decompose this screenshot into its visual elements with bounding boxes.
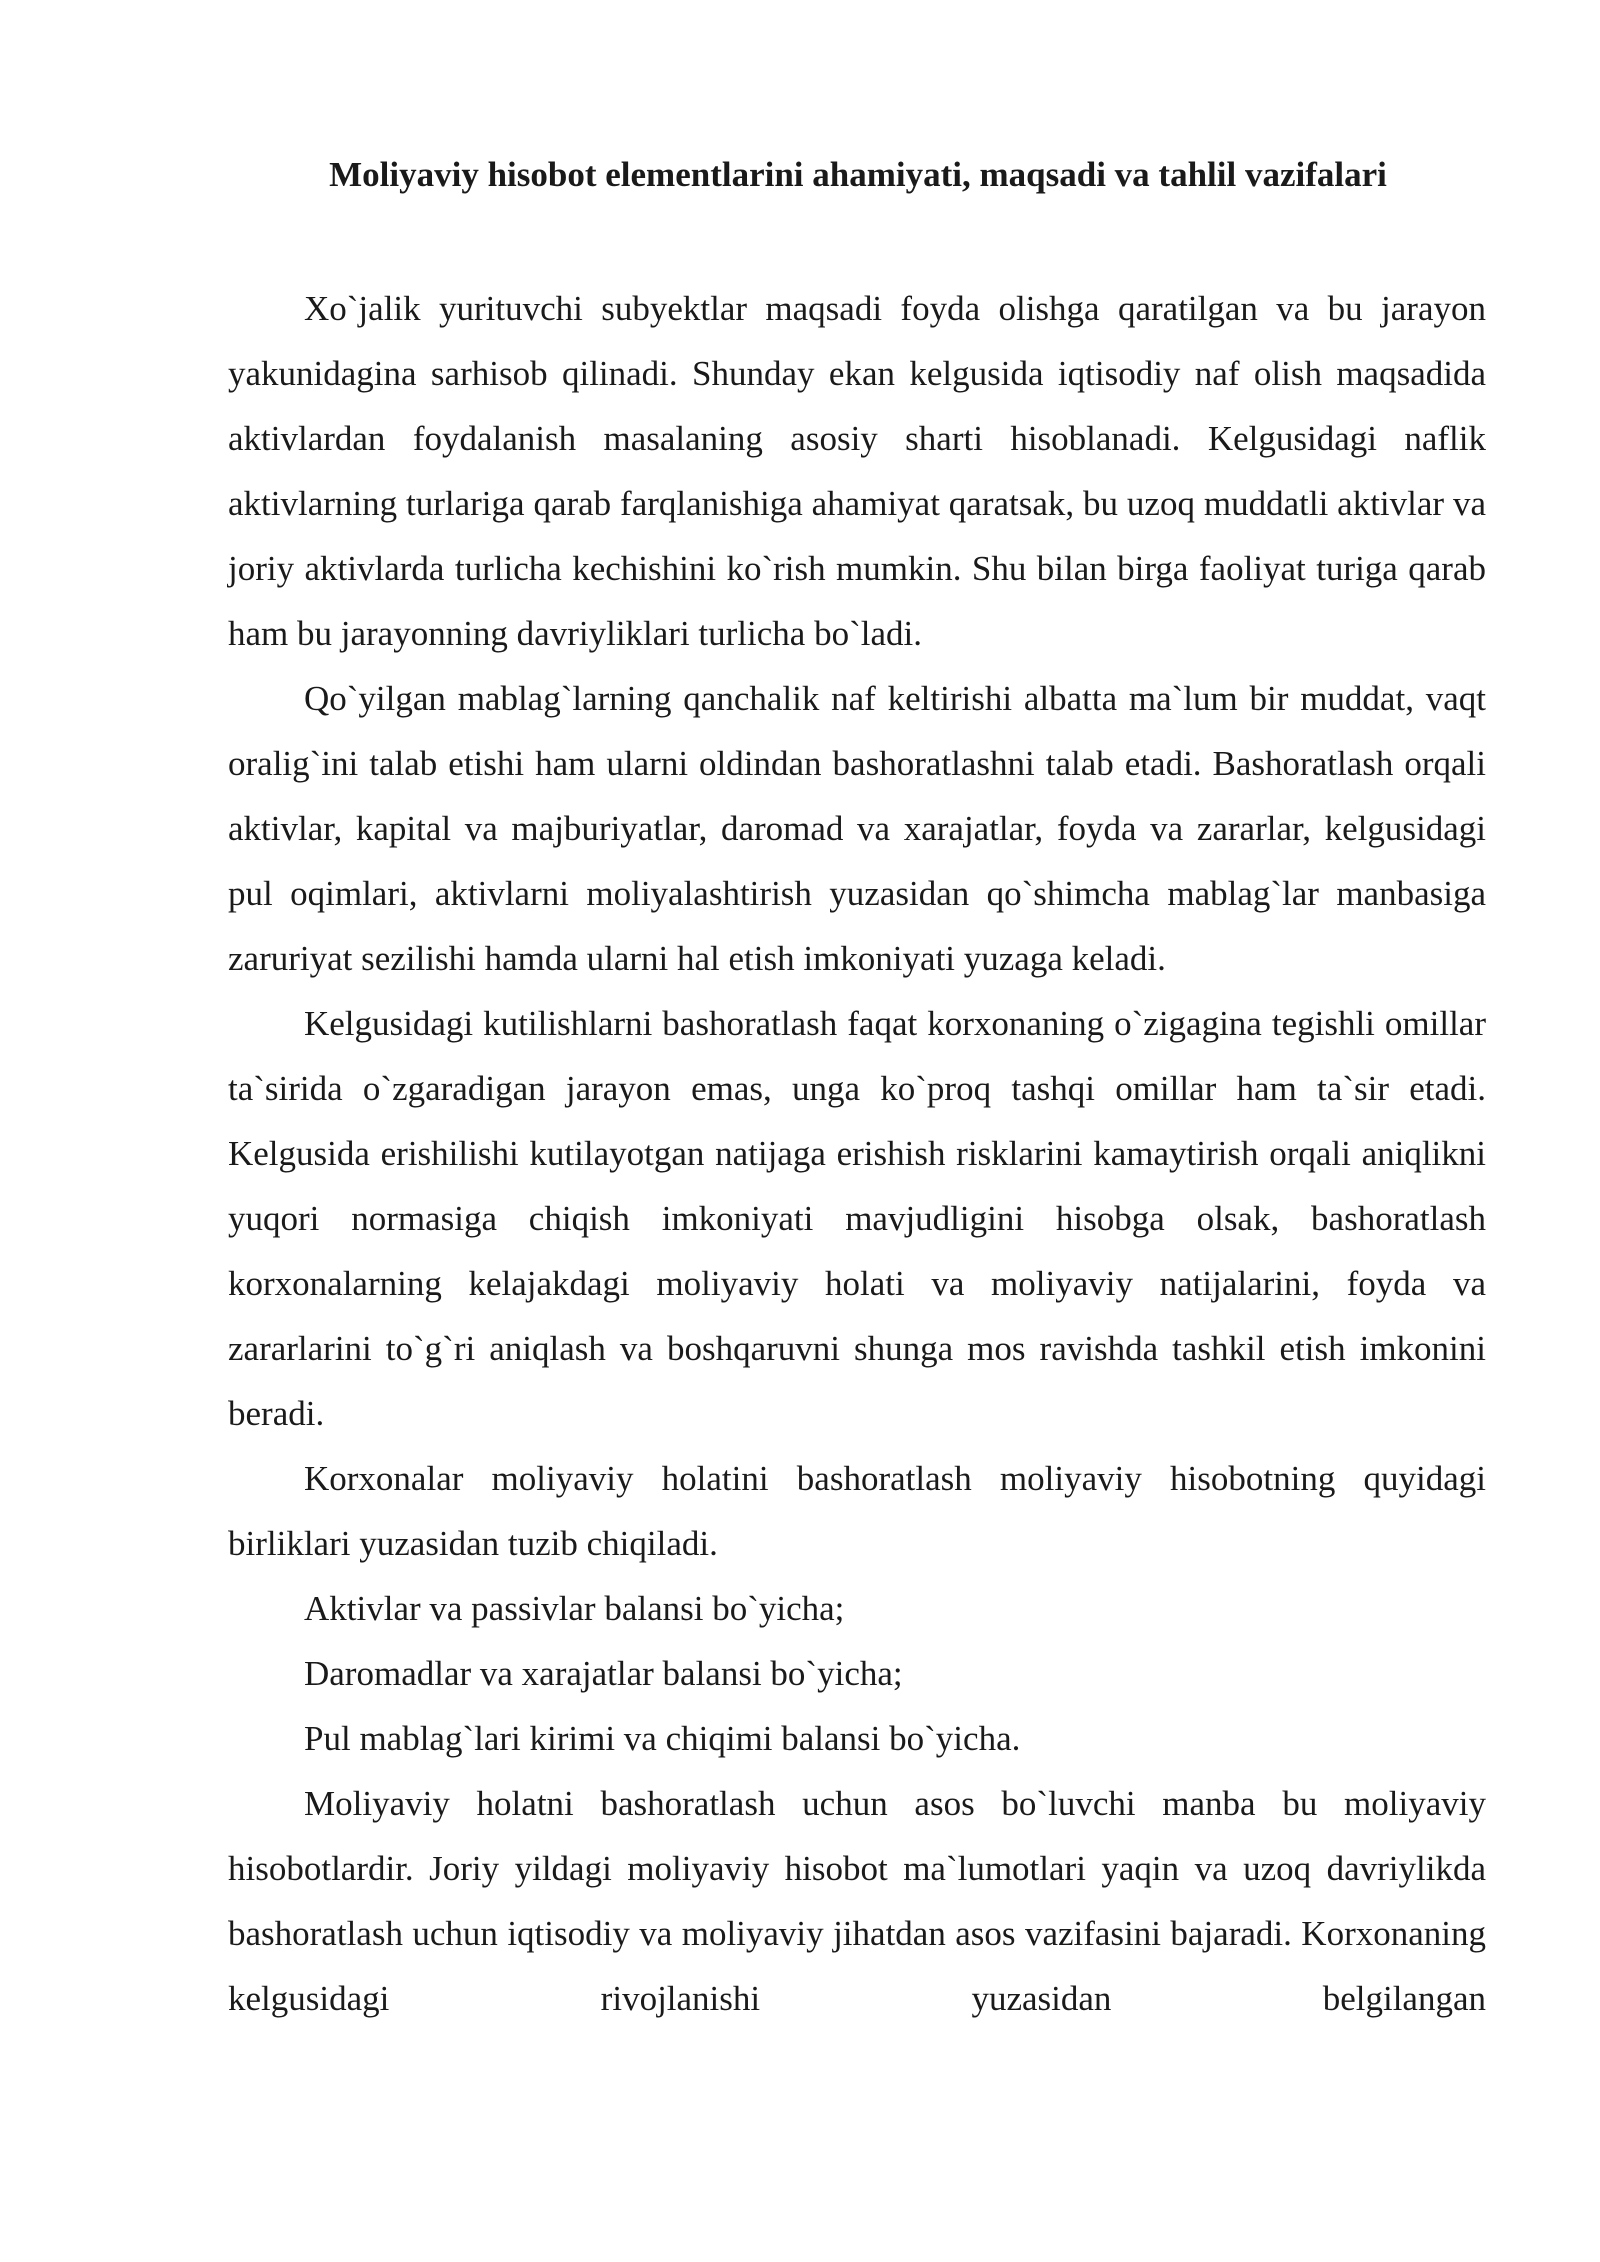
list-item-assets-liabilities: Aktivlar va passivlar balansi bo`yicha; (304, 1589, 845, 1628)
list-item-income-expenses: Daromadlar va xarajatlar balansi bo`yicha; (304, 1654, 903, 1693)
document-body (228, 276, 1486, 2031)
document-title: Moliyaviy hisobot elementlarini ahamiyati, maqsadi va tahlil vazifalari (329, 155, 1387, 194)
paragraph-forecasting: Kelgusidagi kutilishlarni bashoratlash faqat korxonaning o`zigagina tegishli omillar ta`sirida o`zgaradigan jarayon emas, unga ko`proq tashqi omillar ham ta`sir etadi. Kelgusida erishilishi kutilayotgan natijaga erishish risklarini kamaytirish orqali aniqlikni yuqori normasiga chiqish imkoniyati mavjudligini hisobga olsak, bashoratlash korxonalarning kelajakdagi moliyaviy holati va moliyaviy natijalarini, foyda va zararlarini to`g`ri aniqlash va boshqaruvni shunga mos ravishda tashkil etish imkonini beradi. (228, 1004, 1486, 1433)
paragraph-financial-statements: Moliyaviy holatni bashoratlash uchun asos bo`luvchi manba bu moliyaviy hisobotlardir. Joriy yildagi moliyaviy hisobot ma`lumotlari yaqin va uzoq davriylikda bashoratlash uchun iqtisodiy va moliyaviy jihatdan asos vazifasini bajaradi. Korxonaning kelgusidagi rivojlanishi yuzasidan belgilangan (228, 1784, 1486, 2018)
paragraph-investments: Qo`yilgan mablag`larning qanchalik naf keltirishi albatta ma`lum bir muddat, vaqt oralig`ini talab etishi ham ularni oldindan bashoratlashni talab etadi. Bashoratlash orqali aktivlar, kapital va majburiyatlar, daromad va xarajatlar, foyda va zararlar, kelgusidagi pul oqimlari, aktivlarni moliyalashtirish yuzasidan qo`shimcha mablag`lar manbasiga zaruriyat sezilishi hamda ularni hal etish imkoniyati yuzaga keladi. (228, 679, 1486, 978)
list-item-cash-flows: Pul mablag`lari kirimi va chiqimi balansi bo`yicha. (304, 1719, 1021, 1758)
paragraph-intro: Xo`jalik yurituvchi subyektlar maqsadi foyda olishga qaratilgan va bu jarayon yakunidagina sarhisob qilinadi. Shunday ekan kelgusida iqtisodiy naf olish maqsadida aktivlardan foydalanish masalaning asosiy sharti hisoblanadi. Kelgusidagi naflik aktivlarning turlariga qarab farqlanishiga ahamiyat qaratsak, bu uzoq muddatli aktivlar va joriy aktivlarda turlicha kechishini ko`rish mumkin. Shu bilan birga faoliyat turiga qarab ham bu jarayonning davriyliklari turlicha bo`ladi. (228, 289, 1486, 653)
paragraph-report-units: Korxonalar moliyaviy holatini bashoratlash moliyaviy hisobotning quyidagi birliklari yuzasidan tuzib chiqiladi. (228, 1459, 1486, 1563)
